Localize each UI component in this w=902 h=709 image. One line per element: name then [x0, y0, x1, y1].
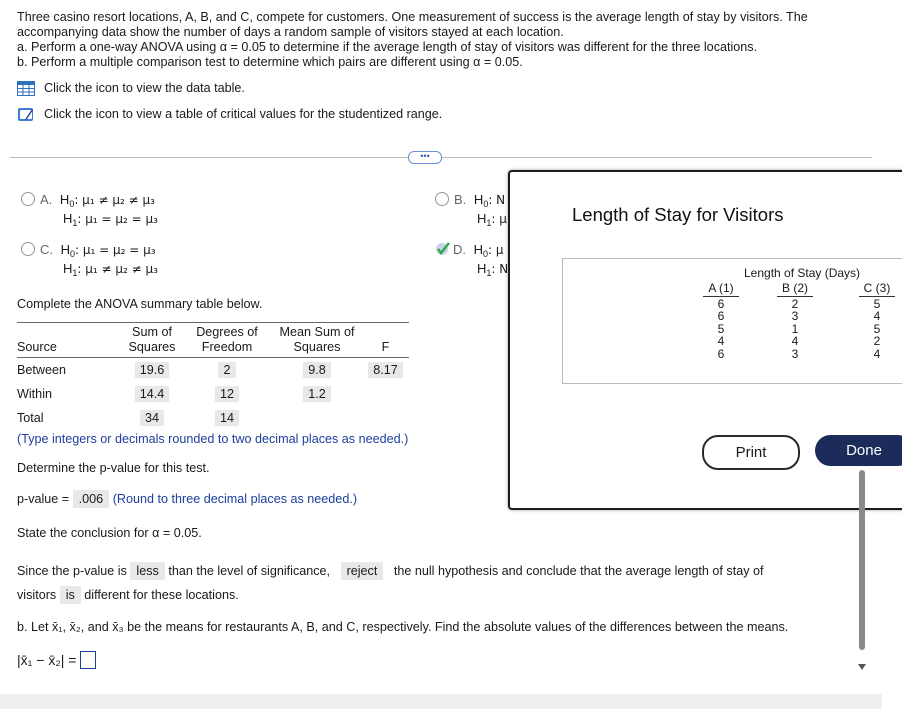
anova-table	[17, 322, 409, 430]
pvalue-comparison-dropdown[interactable]: less	[130, 562, 164, 580]
option-c-alt: $H_1$: μ₁ ≠ μ₂ ≠ μ₃	[63, 261, 158, 278]
col-df: Degrees of Freedom	[196, 325, 258, 354]
col-ss: Sum of Squares	[128, 325, 176, 354]
print-button[interactable]: Print	[702, 435, 800, 470]
bottom-bar	[0, 694, 882, 709]
intro-line-2: accompanying data show the number of days a random sample of visitors stayed at each location.	[17, 25, 564, 39]
f-value[interactable]: 8.17	[368, 362, 403, 378]
ss-between[interactable]: 19.6	[135, 362, 170, 378]
option-d-label: D.	[453, 242, 466, 257]
option-d-alternative: : N	[491, 262, 509, 276]
pvalue-row	[17, 492, 357, 506]
intro-line-1: Three casino resort locations, A, B, and C, compete for customers. One measurement of success is the average length of stay by visitors. The	[17, 10, 808, 24]
part-b-instruction: b. Perform a multiple comparison test to determine which pairs are different using α = 0.05.	[17, 55, 523, 69]
pvalue-note: (Round to three decimal places as needed.)	[112, 492, 358, 506]
part-a-instruction: a. Perform a one-way ANOVA using α = 0.05 to determine if the average length of stay of visitors was different for the three locations.	[17, 40, 758, 54]
done-button[interactable]: Done	[815, 435, 902, 466]
option-d-alt: $H_1$: N	[477, 261, 509, 278]
option-c-alternative: : μ₁ ≠ μ₂ ≠ μ₃	[77, 262, 158, 276]
ss-total[interactable]: 34	[140, 410, 164, 426]
anova-note: (Type integers or decimals rounded to two decimal places as needed.)	[17, 432, 409, 446]
table-row: Between 19.6 2 9.8 8.17	[17, 358, 409, 383]
data-table	[562, 258, 902, 384]
column-c: C (3) 5 4 5 2 4	[859, 282, 895, 360]
option-b[interactable]: B. $H_0$: N	[435, 190, 505, 214]
data-table-caption: Length of Stay (Days)	[744, 266, 861, 280]
col-f: F	[381, 340, 390, 354]
diff-12-input[interactable]	[80, 651, 96, 669]
option-c[interactable]: C. $H_0$: μ₁ = μ₂ = μ₃	[21, 240, 156, 264]
option-b-label: B.	[454, 192, 467, 207]
critical-values-link-text[interactable]: Click the icon to view a table of critical values for the studentized range.	[44, 107, 443, 121]
option-b-null: : N	[488, 193, 506, 207]
conclusion-sentence: Since the p-value is less than the level of significance, reject the null hypothesis and conclude that the average length of stay of visitors is different for these locations.	[17, 564, 764, 602]
book-icon[interactable]	[17, 107, 35, 122]
difference-dropdown[interactable]: is	[60, 586, 81, 604]
option-c-label: C.	[40, 242, 53, 257]
ss-within[interactable]: 14.4	[135, 386, 170, 402]
option-d-null: : μ	[488, 243, 504, 257]
decision-dropdown[interactable]: reject	[341, 562, 384, 580]
diff-12-row	[17, 651, 96, 669]
radio-option-c[interactable]	[21, 242, 35, 256]
table-icon[interactable]	[17, 81, 35, 96]
table-row: Total 34 14	[17, 406, 409, 430]
ms-within[interactable]: 1.2	[303, 386, 331, 402]
df-total[interactable]: 14	[215, 410, 239, 426]
option-a-label: A.	[40, 192, 53, 207]
part-b-question: b. Let x̄₁, x̄₂, and x̄₃ be the means for restaurants A, B, and C, respectively. Find the absolute values of the differences between the means.	[17, 620, 789, 634]
diff-12-expression: |x̄₁ − x̄₂| =	[17, 652, 77, 668]
ms-between[interactable]: 9.8	[303, 362, 331, 378]
df-within[interactable]: 12	[215, 386, 239, 402]
option-a-null: : μ₁ ≠ μ₂ ≠ μ₃	[74, 193, 155, 207]
radio-option-b[interactable]	[435, 192, 449, 206]
col-source: Source	[17, 340, 57, 354]
option-c-null: : μ₁ = μ₂ = μ₃	[75, 243, 156, 257]
col-ms: Mean Sum of Squares	[279, 325, 355, 354]
option-b-alt: $H_1$: μ	[477, 211, 507, 228]
pvalue-answer[interactable]: .006	[73, 490, 110, 508]
checkmark-icon	[435, 242, 451, 256]
df-between[interactable]: 2	[218, 362, 235, 378]
radio-option-a[interactable]	[21, 192, 35, 206]
data-table-link[interactable]	[17, 79, 245, 97]
pvalue-prompt: Determine the p-value for this test.	[17, 461, 210, 475]
data-table-link-text[interactable]: Click the icon to view the data table.	[44, 81, 245, 95]
data-table-popup	[508, 170, 902, 510]
column-a: A (1) 6 6 5 4 6	[703, 282, 739, 360]
problem-statement	[17, 10, 857, 70]
scrollbar[interactable]	[858, 470, 866, 670]
option-d[interactable]: D. $H_0$: μ	[435, 240, 504, 264]
popup-title: Length of Stay for Visitors	[572, 204, 784, 225]
pvalue-label: p-value =	[17, 492, 70, 506]
anova-prompt: Complete the ANOVA summary table below.	[17, 297, 263, 311]
expand-ellipsis-button[interactable]: •••	[408, 151, 442, 164]
option-a-alternative: : μ₁ = μ₂ = μ₃	[77, 212, 158, 226]
table-row: Within 14.4 12 1.2	[17, 382, 409, 406]
critical-values-link[interactable]	[17, 105, 442, 123]
option-a[interactable]: A. $H_0$: μ₁ ≠ μ₂ ≠ μ₃	[21, 190, 155, 214]
option-b-alternative: : μ	[491, 212, 507, 226]
conclusion-prompt: State the conclusion for α = 0.05.	[17, 526, 202, 540]
option-a-alt: $H_1$: μ₁ = μ₂ = μ₃	[63, 211, 158, 228]
column-b: B (2) 2 3 1 4 3	[777, 282, 813, 360]
